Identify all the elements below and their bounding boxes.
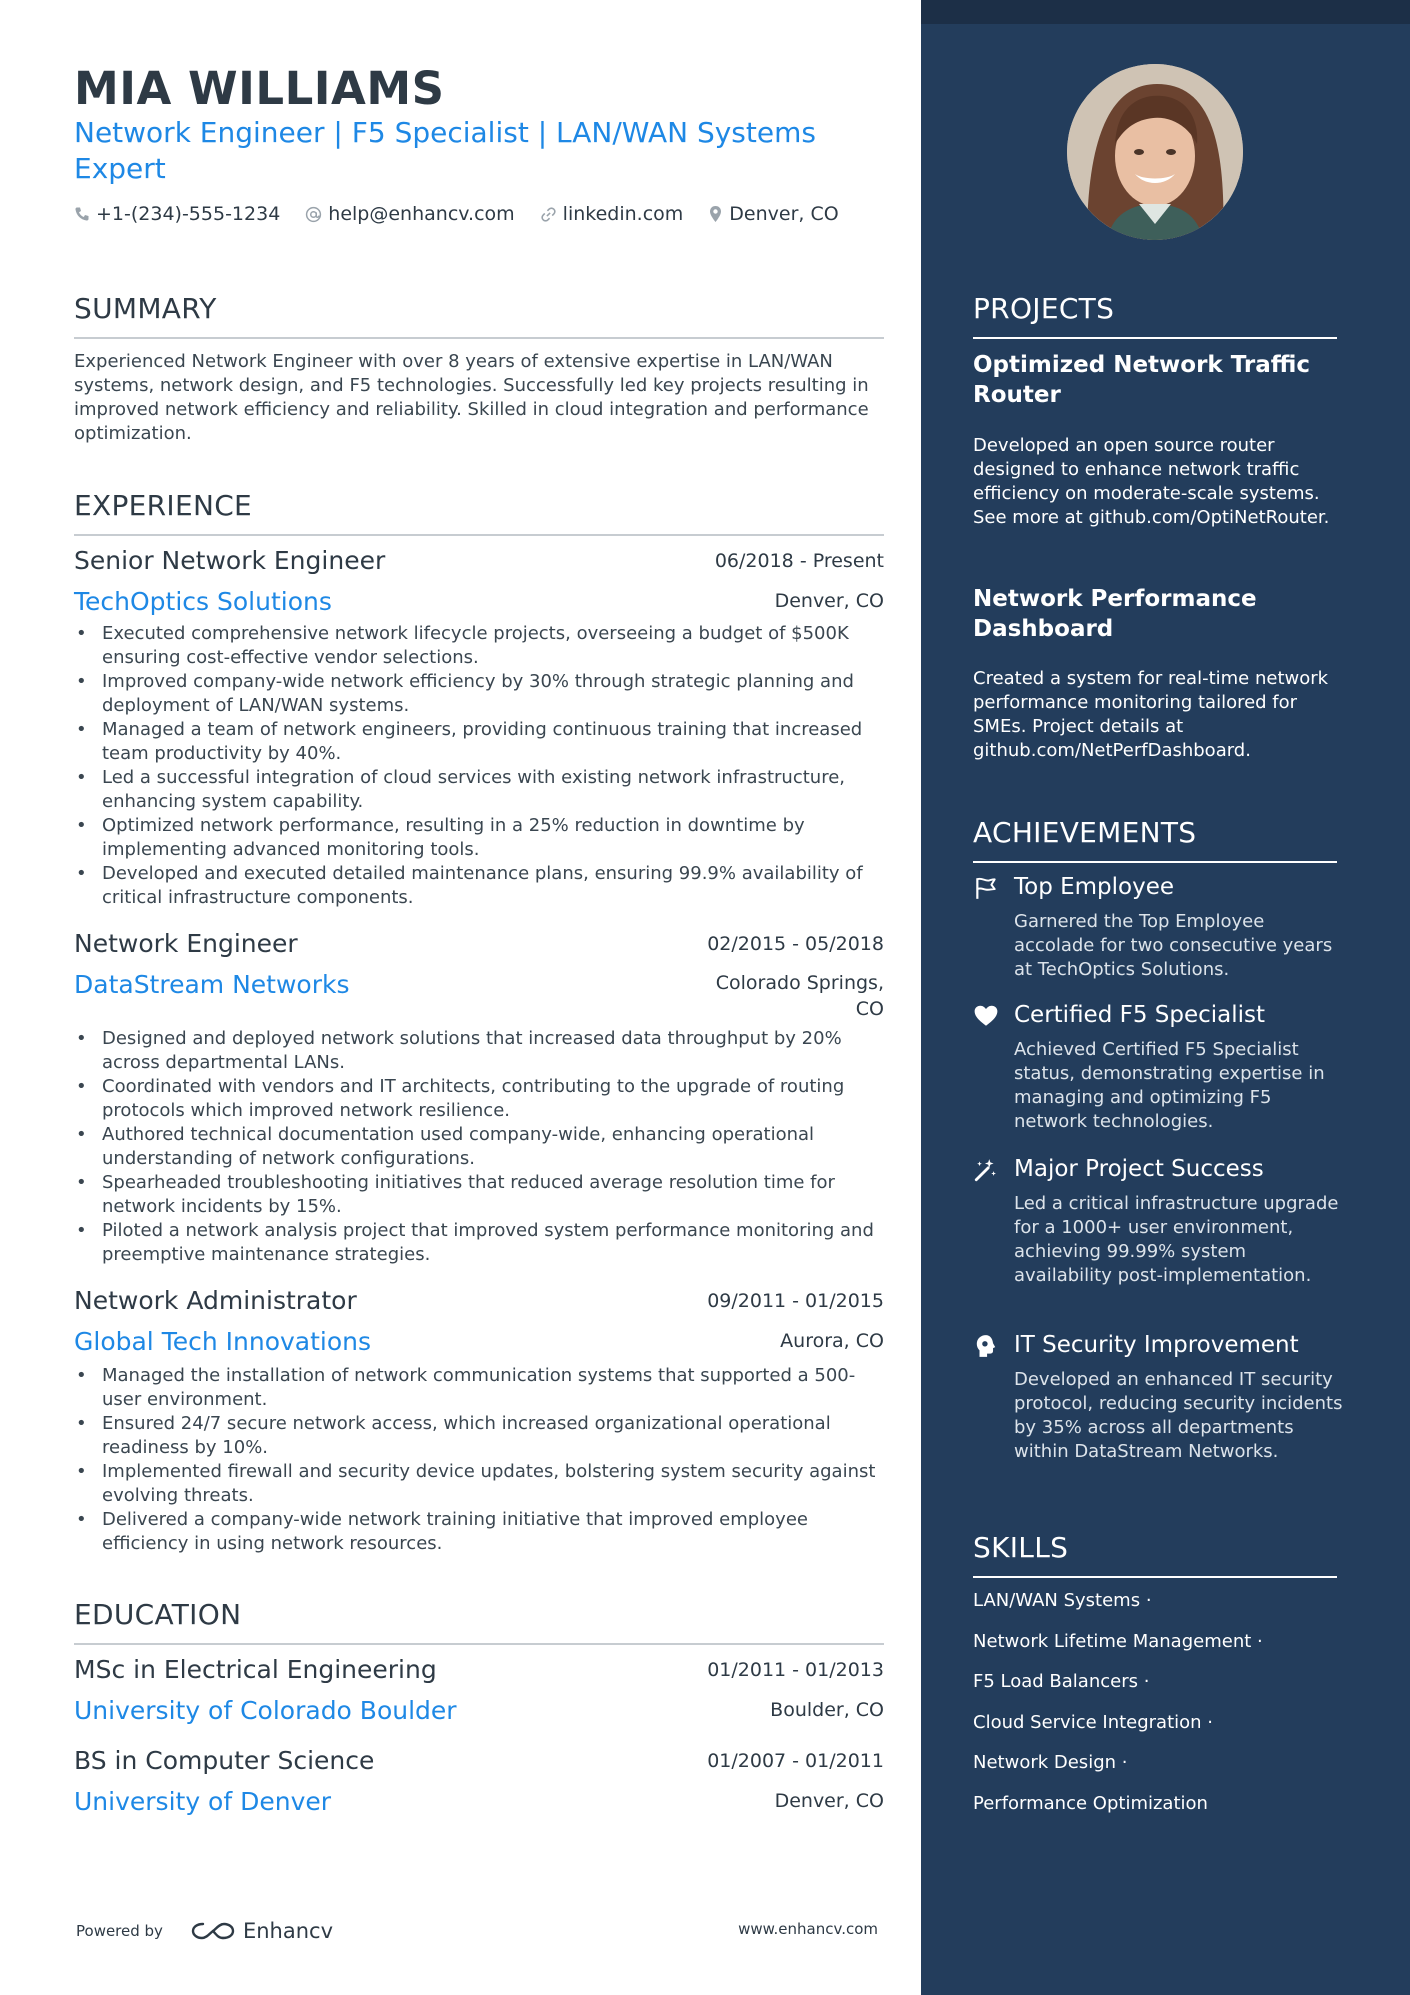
job-bullets bbox=[74, 1364, 884, 1556]
job-company[interactable]: DataStream Networks bbox=[74, 970, 350, 999]
achievement-title: Certified F5 Specialist bbox=[1014, 1002, 1266, 1028]
list-item: • Developed and executed detailed maintenance plans, ensuring 99.9% availability of critical infrastructure components. bbox=[74, 862, 884, 910]
summary-heading: SUMMARY bbox=[74, 292, 884, 339]
achievement-description: Led a critical infrastructure upgrade for a 1000+ user environment, achieving 99.99% system availability post-implementation. bbox=[1014, 1193, 1339, 1286]
wand-icon bbox=[973, 1157, 999, 1183]
achievement-description: Garnered the Top Employee accolade for two consecutive years at TechOptics Solutions. bbox=[1014, 911, 1333, 980]
education-dates: 01/2007 - 01/2011 bbox=[707, 1750, 884, 1772]
headline: Network Engineer | F5 Specialist | LAN/WAN Systems Expert bbox=[74, 116, 816, 185]
projects-heading: PROJECTS bbox=[973, 292, 1337, 339]
sidebar bbox=[921, 0, 1410, 1995]
summary-text: Experienced Network Engineer with over 8 years of extensive expertise in LAN/WAN systems, network design, and F5 technologies. Successfully led key projects resulting in improved network efficiency and reliability. Skilled in cloud integration and performance optimization. bbox=[74, 351, 869, 444]
list-item: • Delivered a company-wide network training initiative that improved employee efficiency in using network resources. bbox=[74, 1508, 884, 1556]
achievement-title: Top Employee bbox=[1014, 874, 1175, 900]
contact-location bbox=[708, 203, 838, 225]
at-icon bbox=[305, 206, 322, 223]
main-column bbox=[74, 0, 884, 1995]
linkedin-text: linkedin.com bbox=[562, 203, 684, 225]
brain-icon bbox=[973, 1333, 999, 1359]
school-location: Boulder, CO bbox=[770, 1699, 884, 1721]
school-location: Denver, CO bbox=[774, 1790, 884, 1812]
enhancv-logo-icon bbox=[189, 1918, 237, 1944]
job-dates: 09/2011 - 01/2015 bbox=[707, 1290, 884, 1312]
skill-item: F5 Load Balancers · bbox=[973, 1671, 1150, 1692]
email-text: help@enhancv.com bbox=[328, 203, 515, 225]
phone-text: +1-(234)-555-1234 bbox=[96, 203, 281, 225]
avatar-portrait-icon bbox=[1067, 64, 1243, 240]
contact-phone[interactable] bbox=[74, 203, 280, 225]
footer-website[interactable]: www.enhancv.com bbox=[738, 1920, 878, 1938]
job-dates: 02/2015 - 05/2018 bbox=[707, 933, 884, 955]
job-role: Senior Network Engineer bbox=[74, 546, 386, 575]
list-item: • Designed and deployed network solutions that increased data throughput by 20% across departmental LANs. bbox=[74, 1027, 884, 1075]
job-location: Colorado Springs, CO bbox=[715, 972, 884, 1020]
sidebar-top-band bbox=[921, 0, 1410, 24]
job-role: Network Engineer bbox=[74, 929, 298, 958]
list-item: • Authored technical documentation used company-wide, enhancing operational understanding of network configurations. bbox=[74, 1123, 884, 1171]
list-item: • Implemented firewall and security device updates, bolstering system security against evolving threats. bbox=[74, 1460, 884, 1508]
achievement-description: Achieved Certified F5 Specialist status, demonstrating expertise in managing and optimizing F5 network technologies. bbox=[1014, 1039, 1325, 1132]
school[interactable]: University of Denver bbox=[74, 1787, 332, 1816]
contact-email[interactable] bbox=[305, 203, 514, 225]
project-description: Developed an open source router designed to enhance network traffic efficiency on moderate-scale systems. See more at github.com/OptiNetRouter. bbox=[973, 435, 1330, 528]
powered-by-label: Powered by bbox=[76, 1922, 163, 1940]
job-location: Denver, CO bbox=[774, 590, 884, 612]
job-company[interactable]: TechOptics Solutions bbox=[74, 587, 332, 616]
achievement-title: IT Security Improvement bbox=[1014, 1332, 1299, 1358]
skill-item: Cloud Service Integration · bbox=[973, 1712, 1214, 1733]
job-role: Network Administrator bbox=[74, 1286, 357, 1315]
list-item: • Executed comprehensive network lifecycle projects, overseeing a budget of $500K ensuring cost-effective vendor selections. bbox=[74, 622, 884, 670]
job-dates: 06/2018 - Present bbox=[714, 550, 884, 572]
contact-bar bbox=[74, 203, 864, 225]
contact-linkedin[interactable] bbox=[540, 203, 684, 225]
avatar bbox=[1067, 64, 1243, 240]
degree: BS in Computer Science bbox=[74, 1746, 375, 1775]
job-company[interactable]: Global Tech Innovations bbox=[74, 1327, 372, 1356]
list-item: • Optimized network performance, resulting in a 25% reduction in downtime by implementing advanced monitoring tools. bbox=[74, 814, 884, 862]
list-item: • Piloted a network analysis project that improved system performance monitoring and preemptive maintenance strategies. bbox=[74, 1219, 884, 1267]
location-text: Denver, CO bbox=[729, 203, 839, 225]
flag-icon bbox=[973, 875, 999, 901]
list-item: • Managed the installation of network communication systems that supported a 500-user environment. bbox=[74, 1364, 884, 1412]
powered-by bbox=[76, 1918, 333, 1944]
list-item: • Managed a team of network engineers, providing continuous training that increased team productivity by 40%. bbox=[74, 718, 884, 766]
list-item: • Led a successful integration of cloud services with existing network infrastructure, enhancing system capability. bbox=[74, 766, 884, 814]
list-item: • Coordinated with vendors and IT architects, contributing to the upgrade of routing protocols which improved network resilience. bbox=[74, 1075, 884, 1123]
experience-heading: EXPERIENCE bbox=[74, 489, 884, 536]
education-heading: EDUCATION bbox=[74, 1598, 884, 1645]
phone-icon bbox=[74, 206, 90, 222]
school[interactable]: University of Colorado Boulder bbox=[74, 1696, 457, 1725]
project-title: Optimized Network Traffic Router bbox=[973, 352, 1311, 408]
education-dates: 01/2011 - 01/2013 bbox=[707, 1659, 884, 1681]
candidate-name: MIA WILLIAMS bbox=[74, 62, 445, 115]
location-pin-icon bbox=[708, 205, 723, 223]
job-location: Aurora, CO bbox=[780, 1330, 884, 1352]
job-bullets bbox=[74, 622, 884, 910]
skill-item: Performance Optimization bbox=[973, 1793, 1208, 1814]
list-item: • Ensured 24/7 secure network access, which increased organizational operational readiness by 10%. bbox=[74, 1412, 884, 1460]
achievements-heading: ACHIEVEMENTS bbox=[973, 816, 1337, 863]
link-icon bbox=[540, 206, 557, 223]
skills-heading: SKILLS bbox=[973, 1531, 1337, 1578]
heart-icon bbox=[973, 1003, 999, 1029]
skill-item: LAN/WAN Systems · bbox=[973, 1590, 1152, 1611]
brand-name: Enhancv bbox=[242, 1919, 333, 1943]
achievement-title: Major Project Success bbox=[1014, 1156, 1264, 1182]
achievement-description: Developed an enhanced IT security protocol, reducing security incidents by 35% across all departments within DataStream Networks. bbox=[1014, 1369, 1343, 1462]
project-title: Network Performance Dashboard bbox=[973, 586, 1257, 642]
project-description: Created a system for real-time network performance monitoring tailored for SMEs. Project details at github.com/NetPerfDashboard. bbox=[973, 668, 1329, 761]
degree: MSc in Electrical Engineering bbox=[74, 1655, 437, 1684]
list-item: • Spearheaded troubleshooting initiatives that reduced average resolution time for network incidents by 15%. bbox=[74, 1171, 884, 1219]
list-item: • Improved company-wide network efficiency by 30% through strategic planning and deployment of LAN/WAN systems. bbox=[74, 670, 884, 718]
job-bullets bbox=[74, 1027, 884, 1267]
skill-item: Network Lifetime Management · bbox=[973, 1631, 1263, 1652]
skill-item: Network Design · bbox=[973, 1752, 1128, 1773]
